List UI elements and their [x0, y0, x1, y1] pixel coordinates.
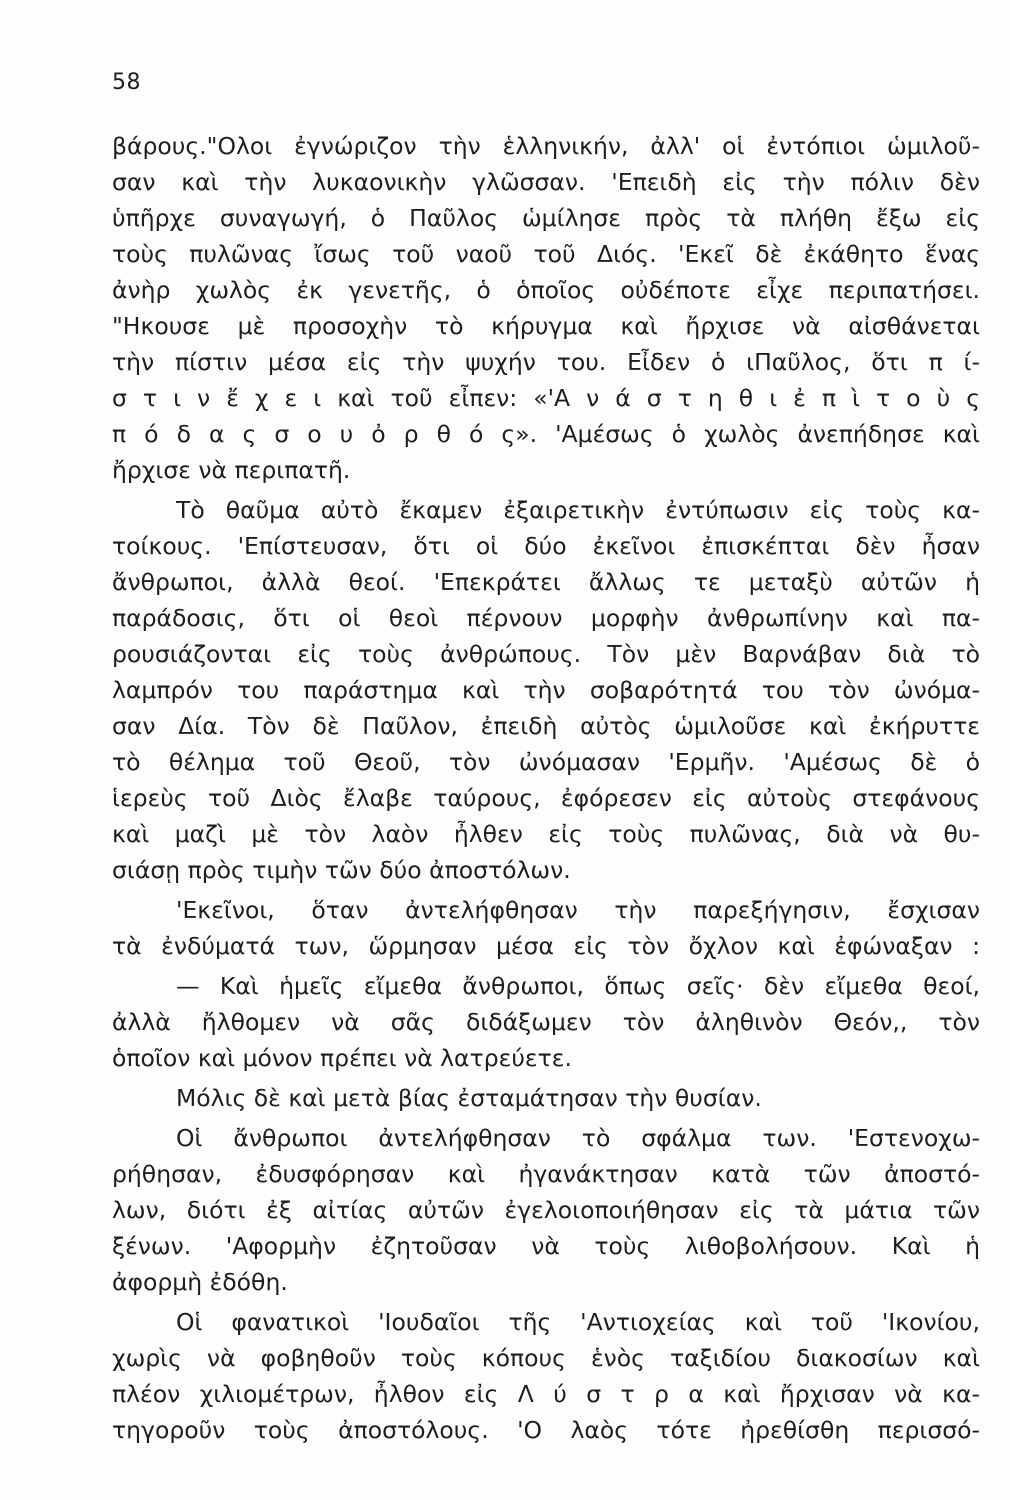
body-text	[112, 128, 980, 1448]
text-line: π ό δ α ς σ ο υ ὀ ρ θ ό ς». 'Αμέσως ὁ χωλὸς ἀνεπήδησε καὶ	[112, 420, 980, 448]
text-line: σαν καὶ τὴν λυκαονικὴν γλῶσσαν. 'Επειδὴ εἰς τὴν πόλιν δὲν	[112, 168, 980, 196]
text-line: πλέον χιλιομέτρων, ἦλθον εἰς Λ ύ σ τ ρ α καὶ ἤρχισαν νὰ κα-	[112, 1380, 980, 1408]
text-line: τὸ θέλημα τοῦ Θεοῦ, τὸν ὠνόμασαν 'Ερμῆν. 'Αμέσως δὲ ὁ	[112, 748, 980, 776]
text-line: τοὺς πυλῶνας ἴσως τοῦ ναοῦ τοῦ Διός. 'Εκεῖ δὲ ἐκάθητο ἕνας	[112, 240, 980, 268]
text-line: ὑπῆρχε συναγωγή, ὁ Παῦλος ὡμίλησε πρὸς τὰ πλήθη ἔξω εἰς	[112, 204, 980, 232]
text-line: ὁποῖον καὶ μόνον πρέπει νὰ λατρεύετε.	[112, 1044, 572, 1072]
text-line: ἤρχισε νὰ περιπατῆ.	[112, 456, 351, 484]
text-line: τοίκους. 'Επίστευσαν, ὅτι οἱ δύο ἐκεῖνοι ἐπισκέπται δὲν ἦσαν	[112, 532, 980, 560]
text-line: Τὸ θαῦμα αὐτὸ ἔκαμεν ἐξαιρετικὴν ἐντύπωσιν εἰς τοὺς κα-	[176, 496, 980, 524]
text-line: παράδοσις, ὅτι οἱ θεοὶ πέρνουν μορφὴν ἀνθρωπίνην καὶ πα-	[112, 604, 980, 632]
text-line: ρουσιάζονται εἰς τοὺς ἀνθρώπους. Τὸν μὲν Βαρνάβαν διὰ τὸ	[112, 640, 980, 668]
text-line: τηγοροῦν τοὺς ἀποστόλους. 'Ο λαὸς τότε ἠρεθίσθη περισσό-	[112, 1416, 980, 1444]
text-line: λων, διότι ἐξ αἰτίας αὐτῶν ἐγελοιοποιήθησαν εἰς τὰ μάτια τῶν	[112, 1196, 980, 1224]
text-line: ρήθησαν, ἐδυσφόρησαν καὶ ἠγανάκτησαν κατὰ τῶν ἀποστό-	[112, 1160, 980, 1188]
text-line: Μόλις δὲ καὶ μετὰ βίας ἐσταμάτησαν τὴν θυσίαν.	[176, 1084, 762, 1112]
text-line: σιάσῃ πρὸς τιμὴν τῶν δύο ἀποστόλων.	[112, 856, 571, 884]
text-line: τὴν πίστιν μέσα εἰς τὴν ψυχήν του. Εἶδεν ὁ ιΠαῦλος, ὅτι π ί-	[112, 348, 980, 376]
text-line: σαν Δία. Τὸν δὲ Παῦλον, ἐπειδὴ αὐτὸς ὡμιλοῦσε καὶ ἐκήρυττε	[112, 712, 980, 740]
text-line: τὰ ἐνδύματά των, ὥρμησαν μέσα εἰς τὸν ὄχλον καὶ ἐφώναξαν :	[112, 932, 980, 960]
text-line: σ τ ι ν ἔ χ ε ι καὶ τοῦ εἶπεν: «'Α ν ά σ τ η θ ι ἐ π ὶ τ ο ὺ ς	[112, 384, 980, 412]
text-line: λαμπρόν του παράστημα καὶ τὴν σοβαρότητά του τὸν ὠνόμα-	[112, 676, 980, 704]
text-line: ἀνὴρ χωλὸς ἐκ γενετῆς, ὁ ὁποῖος οὐδέποτε εἶχε περιπατήσει.	[112, 276, 980, 304]
text-line: ξένων. 'Αφορμὴν ἐζητοῦσαν νὰ τοὺς λιθοβολήσουν. Καὶ ἡ	[112, 1232, 980, 1260]
text-line: Οἱ φανατικοὶ 'Ιουδαῖοι τῆς 'Αντιοχείας καὶ τοῦ 'Ικονίου,	[176, 1308, 980, 1336]
page-number: 58	[112, 70, 141, 95]
text-line: Οἱ ἄνθρωποι ἀντελήφθησαν τὸ σφάλμα των. 'Εστενοχω-	[176, 1124, 980, 1152]
text-line: βάρους."Ολοι ἐγνώριζον τὴν ἑλληνικήν, ἀλλ' οἱ ἐντόπιοι ὡμιλοῦ-	[112, 132, 980, 160]
text-line: "Ηκουσε μὲ προσοχὴν τὸ κήρυγμα καὶ ἤρχισε νὰ αἰσθάνεται	[112, 312, 980, 340]
text-line: — Καὶ ἡμεῖς εἴμεθα ἄνθρωποι, ὅπως σεῖς· δὲν εἴμεθα θεοί,	[176, 972, 980, 1000]
text-line: καὶ μαζὶ μὲ τὸν λαὸν ἦλθεν εἰς τοὺς πυλῶνας, διὰ νὰ θυ-	[112, 820, 980, 848]
text-line: ἀφορμὴ ἐδόθη.	[112, 1268, 288, 1296]
text-line: ἱερεὺς τοῦ Διὸς ἔλαβε ταύρους, ἐφόρεσεν εἰς αὐτοὺς στεφάνους	[112, 784, 980, 812]
text-line: ἀλλὰ ἤλθομεν νὰ σᾶς διδάξωμεν τὸν ἀληθινὸν Θεόν,, τὸν	[112, 1008, 980, 1036]
text-line: χωρὶς νὰ φοβηθοῦν τοὺς κόπους ἑνὸς ταξιδίου διακοσίων καὶ	[112, 1344, 980, 1372]
text-line: 'Εκεῖνοι, ὅταν ἀντελήφθησαν τὴν παρεξήγησιν, ἔσχισαν	[176, 896, 980, 924]
text-line: ἄνθρωποι, ἀλλὰ θεοί. 'Επεκράτει ἄλλως τε μεταξὺ αὐτῶν ἡ	[112, 568, 980, 596]
